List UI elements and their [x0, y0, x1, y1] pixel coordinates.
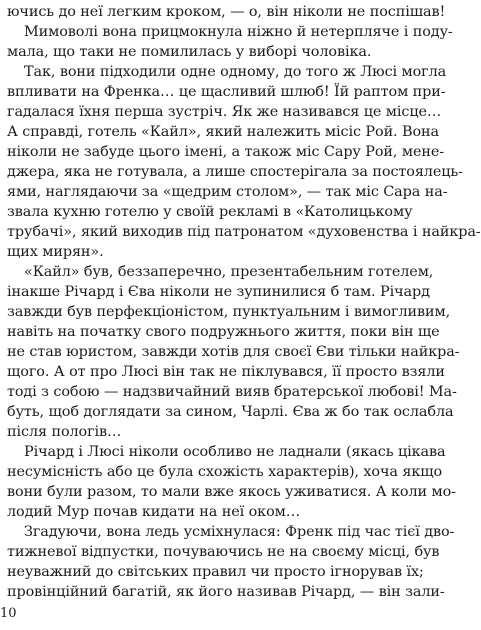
text-line: після пологів… — [7, 424, 122, 440]
text-line: ючись до неї легким кроком, — о, він ніколи не поспішав! — [7, 4, 446, 20]
text-line: звала кухню готелю у своїй рекламі в «Католицькому — [7, 204, 413, 220]
text-line: ніколи не забуде цього імені, а також міс Сару Рой, мене- — [7, 144, 445, 160]
text-line: Мимоволі вона прицмокнула ніжно й нетерпляче і поду- — [24, 24, 453, 40]
text-line: щих мирян». — [7, 244, 104, 260]
text-line: мала, що таки не помилилась у виборі чоловіка. — [7, 44, 372, 60]
text-line: інакше Річард і Єва ніколи не зупинилися б там. Річард — [7, 284, 430, 300]
book-page — [7, 0, 481, 630]
text-line: джера, яка не готувала, а лише спостерігала за постоялець- — [7, 164, 463, 180]
text-line: лодий Мур почав кидати на неї оком… — [7, 504, 301, 520]
text-line: не став юристом, завжди хотів для своєї Єви тільки найкра- — [7, 344, 460, 360]
text-line: «Кайл» був, беззаперечно, презентабельним готелем, — [24, 264, 434, 280]
text-line: тоді з собою — надзвичайний вияв братерської любові! Ма- — [7, 384, 457, 400]
text-line: Згадуючи, вона ледь усміхнулася: Френк під час тієї дво- — [24, 524, 455, 540]
text-line: буть, щоб доглядати за сином, Чарлі. Єва ж бо так ослабла — [7, 404, 454, 420]
text-line: вони були разом, то мали вже якось уживатися. А коли мо- — [7, 484, 456, 500]
text-line: Так, вони підходили одне одному, до того ж Люсі могла — [24, 64, 447, 80]
text-line: щого. А от про Люсі він так не піклувався, її просто взяли — [7, 364, 445, 380]
text-line: несумісність або це була схожість характерів), хоча якщо — [7, 464, 443, 480]
text-line: ями, наглядаючи за «щедрим столом», — так міс Сара на- — [7, 184, 448, 200]
text-line: трубачі», який виходив під патронатом «духовенства і найкра- — [7, 224, 481, 240]
page-number: 10 — [0, 606, 17, 621]
text-line: впливати на Френка… це щасливий шлюб! Їй раптом при- — [7, 84, 446, 100]
text-line: гадалася їхня перша зустріч. Як же називався це місце… — [7, 104, 442, 120]
text-line: завжди був перфекціоністом, пунктуальним і вимогливим, — [7, 304, 451, 320]
text-line: провінційний багатій, як його називав Річард, — він зали- — [7, 584, 445, 600]
text-line: А справді, готель «Кайл», який належить місіс Рой. Вона — [7, 124, 440, 140]
text-line: навіть на початку свого подружнього життя, поки він ще — [7, 324, 440, 340]
text-line: Річард і Люсі ніколи особливо не ладнали (якась цікава — [24, 444, 446, 460]
text-line: тижневої відпустки, почуваючись не на своєму місці, був — [7, 544, 440, 560]
text-line: неуважний до світських правил чи просто ігнорував їх; — [7, 564, 424, 580]
